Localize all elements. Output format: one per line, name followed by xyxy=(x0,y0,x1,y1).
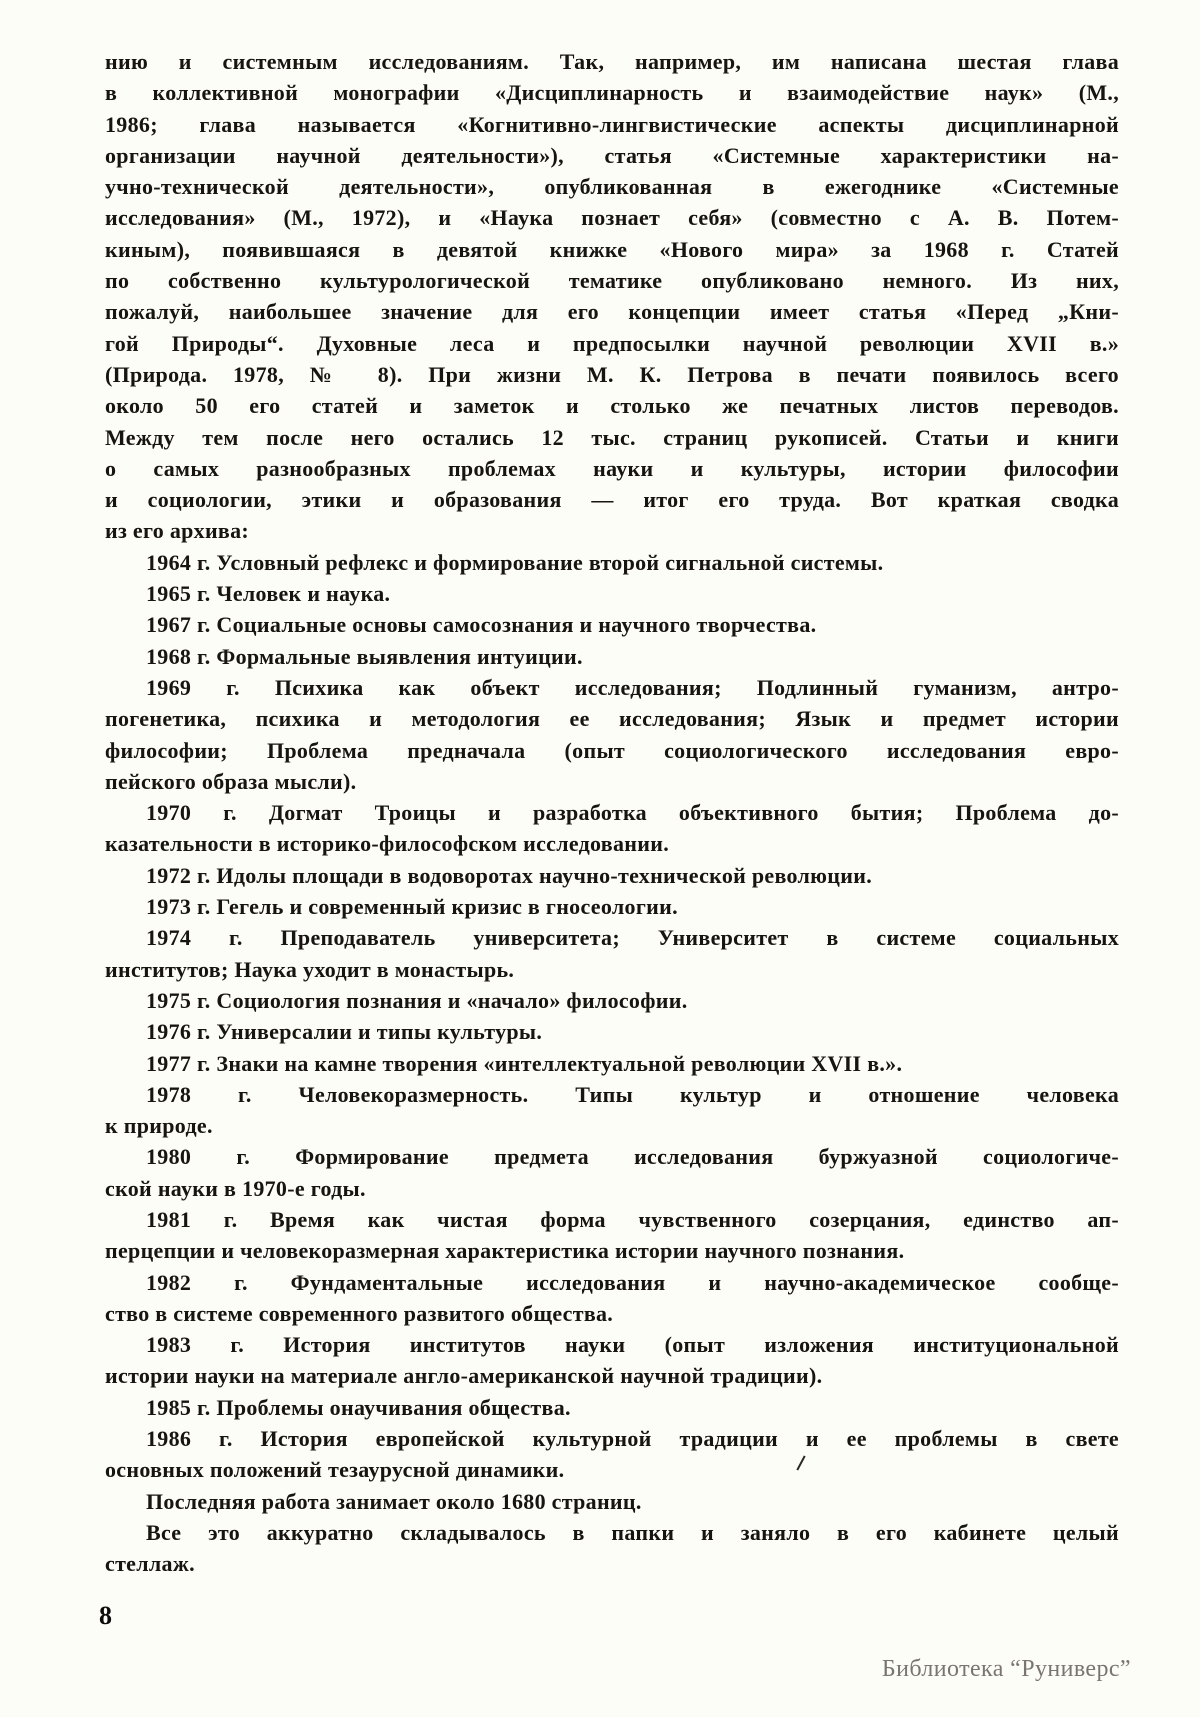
text-line: 1969 г. Психика как объект исследования; Подлинный гуманизм, антро- xyxy=(146,674,1119,700)
paragraph xyxy=(105,891,1119,922)
paragraph xyxy=(105,1141,1119,1204)
body-text-block xyxy=(105,46,1119,1580)
paragraph xyxy=(105,1517,1119,1580)
text-line: о самых разнообразных проблемах науки и культуры, истории философии xyxy=(105,455,1119,481)
paragraph xyxy=(105,1392,1119,1423)
text-line: 1983 г. История институтов науки (опыт изложения институциональной xyxy=(146,1332,1119,1358)
text-line: 1986; глава называется «Когнитивно-лингвистические аспекты дисциплинарной xyxy=(105,111,1119,137)
paragraph xyxy=(105,1329,1119,1392)
paragraph xyxy=(105,547,1119,578)
text-line: 1970 г. Догмат Троицы и разработка объективного бытия; Проблема до- xyxy=(146,800,1119,826)
text-line: киным), появившаяся в девятой книжке «Нового мира» за 1968 г. Статей xyxy=(105,236,1119,262)
text-line: философии; Проблема предначала (опыт социологического исследования евро- xyxy=(105,737,1119,763)
text-line: 1985 г. Проблемы онаучивания общества. xyxy=(146,1394,571,1420)
paragraph xyxy=(105,922,1119,985)
text-line: организации научной деятельности»), статья «Системные характеристики на- xyxy=(105,142,1119,168)
text-line: основных положений тезаурусной динамики. xyxy=(105,1457,565,1483)
text-line: 1978 г. Человекоразмерность. Типы культур и отношение человека xyxy=(146,1081,1119,1107)
text-line: 1972 г. Идолы площади в водоворотах научно-технической революции. xyxy=(146,862,873,888)
text-line: учно-технической деятельности», опубликованная в ежегоднике «Системные xyxy=(105,174,1119,200)
paragraph xyxy=(105,797,1119,860)
paragraph xyxy=(105,609,1119,640)
text-line: Между тем после него остались 12 тыс. страниц рукописей. Статьи и книги xyxy=(105,424,1119,450)
paragraph xyxy=(105,1204,1119,1267)
text-line: пожалуй, наибольшее значение для его концепции имеет статья «Перед „Кни- xyxy=(105,299,1119,325)
text-line: 1965 г. Человек и наука. xyxy=(146,581,391,607)
text-line: институтов; Наука уходит в монастырь. xyxy=(105,956,515,982)
paragraph xyxy=(105,578,1119,609)
text-line: ство в системе современного развитого общества. xyxy=(105,1300,614,1326)
paragraph xyxy=(105,1016,1119,1047)
paragraph xyxy=(105,1079,1119,1142)
text-line: 1981 г. Время как чистая форма чувственного созерцания, единство ап- xyxy=(146,1206,1119,1232)
page-number: 8 xyxy=(99,1601,113,1630)
text-line: 1964 г. Условный рефлекс и формирование второй сигнальной системы. xyxy=(146,549,884,575)
text-line: Все это аккуратно складывалось в папки и заняло в его кабинете целый xyxy=(146,1519,1119,1545)
text-line: 1973 г. Гегель и современный кризис в гносеологии. xyxy=(146,894,678,920)
text-line: нию и системным исследованиям. Так, например, им написана шестая глава xyxy=(105,49,1119,74)
text-line: 1967 г. Социальные основы самосознания и научного творчества. xyxy=(146,612,817,638)
paragraph xyxy=(105,672,1119,797)
paragraph xyxy=(105,985,1119,1016)
paragraph xyxy=(105,641,1119,672)
text-line: и социологии, этики и образования — итог его труда. Вот краткая сводка xyxy=(105,487,1119,513)
text-line: исследования» (М., 1972), и «Наука познает себя» (совместно с А. В. Потем- xyxy=(105,205,1119,231)
text-line: к природе. xyxy=(105,1113,213,1139)
text-line: из его архива: xyxy=(105,518,250,544)
library-watermark: Библиотека “Руниверс” xyxy=(881,1656,1131,1682)
text-line: гой Природы“. Духовные леса и предпосылки научной революции XVII в.» xyxy=(105,330,1119,356)
paragraph xyxy=(105,1486,1119,1517)
text-line: около 50 его статей и заметок и столько же печатных листов переводов. xyxy=(105,393,1119,419)
text-line: 1977 г. Знаки на камне творения «интеллектуальной революции XVII в.». xyxy=(146,1050,903,1076)
text-line: истории науки на материале англо-американской научной традиции). xyxy=(105,1363,823,1389)
text-line: (Природа. 1978, № 8). При жизни М. К. Петрова в печати появилось всего xyxy=(105,361,1119,387)
text-line: 1975 г. Социология познания и «начало» философии. xyxy=(146,987,688,1013)
paragraph xyxy=(105,1267,1119,1330)
text-line: 1974 г. Преподаватель университета; Университет в системе социальных xyxy=(146,925,1119,951)
text-line: ской науки в 1970-е годы. xyxy=(105,1175,366,1201)
text-line: Последняя работа занимает около 1680 страниц. xyxy=(146,1488,642,1514)
text-line: 1982 г. Фундаментальные исследования и научно-академическое сообще- xyxy=(146,1269,1119,1295)
text-line: казательности в историко-философском исследовании. xyxy=(105,831,670,857)
text-line: пейского образа мысли). xyxy=(105,768,357,794)
text-line: 1976 г. Универсалии и типы культуры. xyxy=(146,1019,543,1045)
text-line: погенетика, психика и методология ее исследования; Язык и предмет истории xyxy=(105,706,1119,732)
paragraph xyxy=(105,860,1119,891)
text-line: 1980 г. Формирование предмета исследования буржуазной социологиче- xyxy=(146,1144,1119,1170)
text-line: 1968 г. Формальные выявления интуиции. xyxy=(146,643,583,669)
text-line: перцепции и человекоразмерная характеристика истории научного познания. xyxy=(105,1238,905,1264)
text-line: 1986 г. История европейской культурной традиции и ее проблемы в свете xyxy=(146,1426,1119,1452)
text-line: в коллективной монографии «Дисциплинарность и взаимодействие наук» (М., xyxy=(105,80,1119,106)
text-line: по собственно культурологической тематике опубликовано немного. Из них, xyxy=(105,268,1119,294)
paragraph xyxy=(105,1048,1119,1079)
paragraph xyxy=(105,1423,1119,1486)
text-line: стеллаж. xyxy=(105,1551,195,1577)
paragraph xyxy=(105,46,1119,547)
